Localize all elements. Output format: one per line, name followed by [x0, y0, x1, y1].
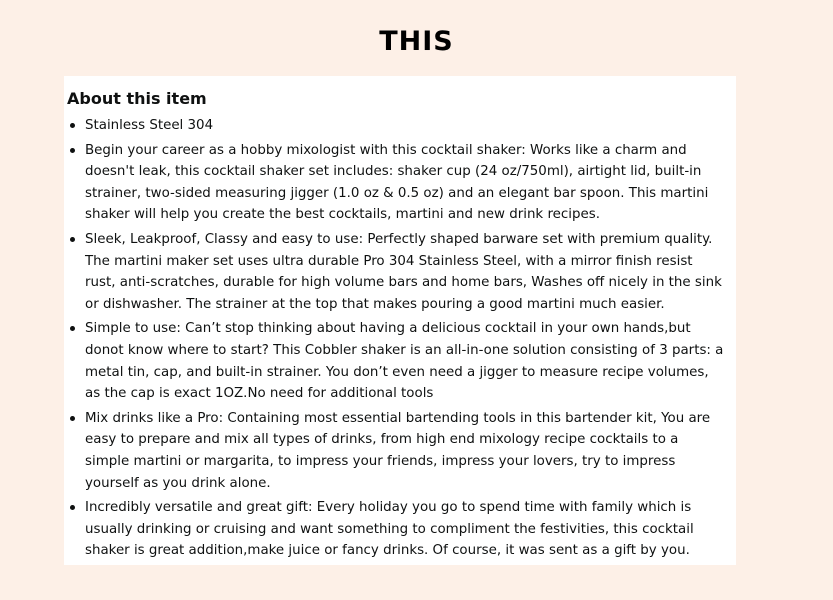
about-this-item-title: About this item — [67, 89, 207, 108]
feature-bullet-gift: Incredibly versatile and great gift: Every holiday you go to spend time with family which is usually drinking or cruising and want something to compliment the festivities, this cocktail shaker is great addition,make juice or fancy drinks. Of course, it was sent as a gift by you. — [67, 497, 726, 562]
about-this-item-card — [64, 76, 736, 565]
feature-bullet-design: Sleek, Leakproof, Classy and easy to use: Perfectly shaped barware set with premium quality. The martini maker set uses ultra durable Pro 304 Stainless Steel, with a mirror finish resist rust, anti-scratches, durable for high volume bars and home bars, Washes off nicely in the sink or dishwasher. The strainer at the top that makes pouring a good martini much easier. — [67, 229, 726, 315]
feature-bullet-ease-of-use: Simple to use: Can’t stop thinking about having a delicious cocktail in your own hands,but donot know where to start? This Cobbler shaker is an all-in-one solution consisting of 3 parts: a metal tin, cap, and built-in strainer. You don’t even need a jigger to measure recipe volumes, as the cap is exact 1OZ.No need for additional tools — [67, 318, 726, 404]
page-heading: THIS — [379, 26, 454, 57]
feature-bullet-mix-like-pro: Mix drinks like a Pro: Containing most essential bartending tools in this bartender kit, You are easy to prepare and mix all types of drinks, from high end mixology recipe cocktails to a simple martini or margarita, to impress your friends, impress your lovers, try to impress yourself as you drink alone. — [67, 408, 726, 494]
feature-bullet-set-contents: Begin your career as a hobby mixologist with this cocktail shaker: Works like a charm and doesn't leak, this cocktail shaker set includes: shaker cup (24 oz/750ml), airtight lid, built-in strainer, two-sided measuring jigger (1.0 oz & 0.5 oz) and an elegant bar spoon. This martini shaker will help you create the best cocktails, martini and new drink recipes. — [67, 140, 726, 226]
feature-bullet-list — [67, 115, 726, 562]
feature-bullet-material: Stainless Steel 304 — [67, 115, 726, 137]
